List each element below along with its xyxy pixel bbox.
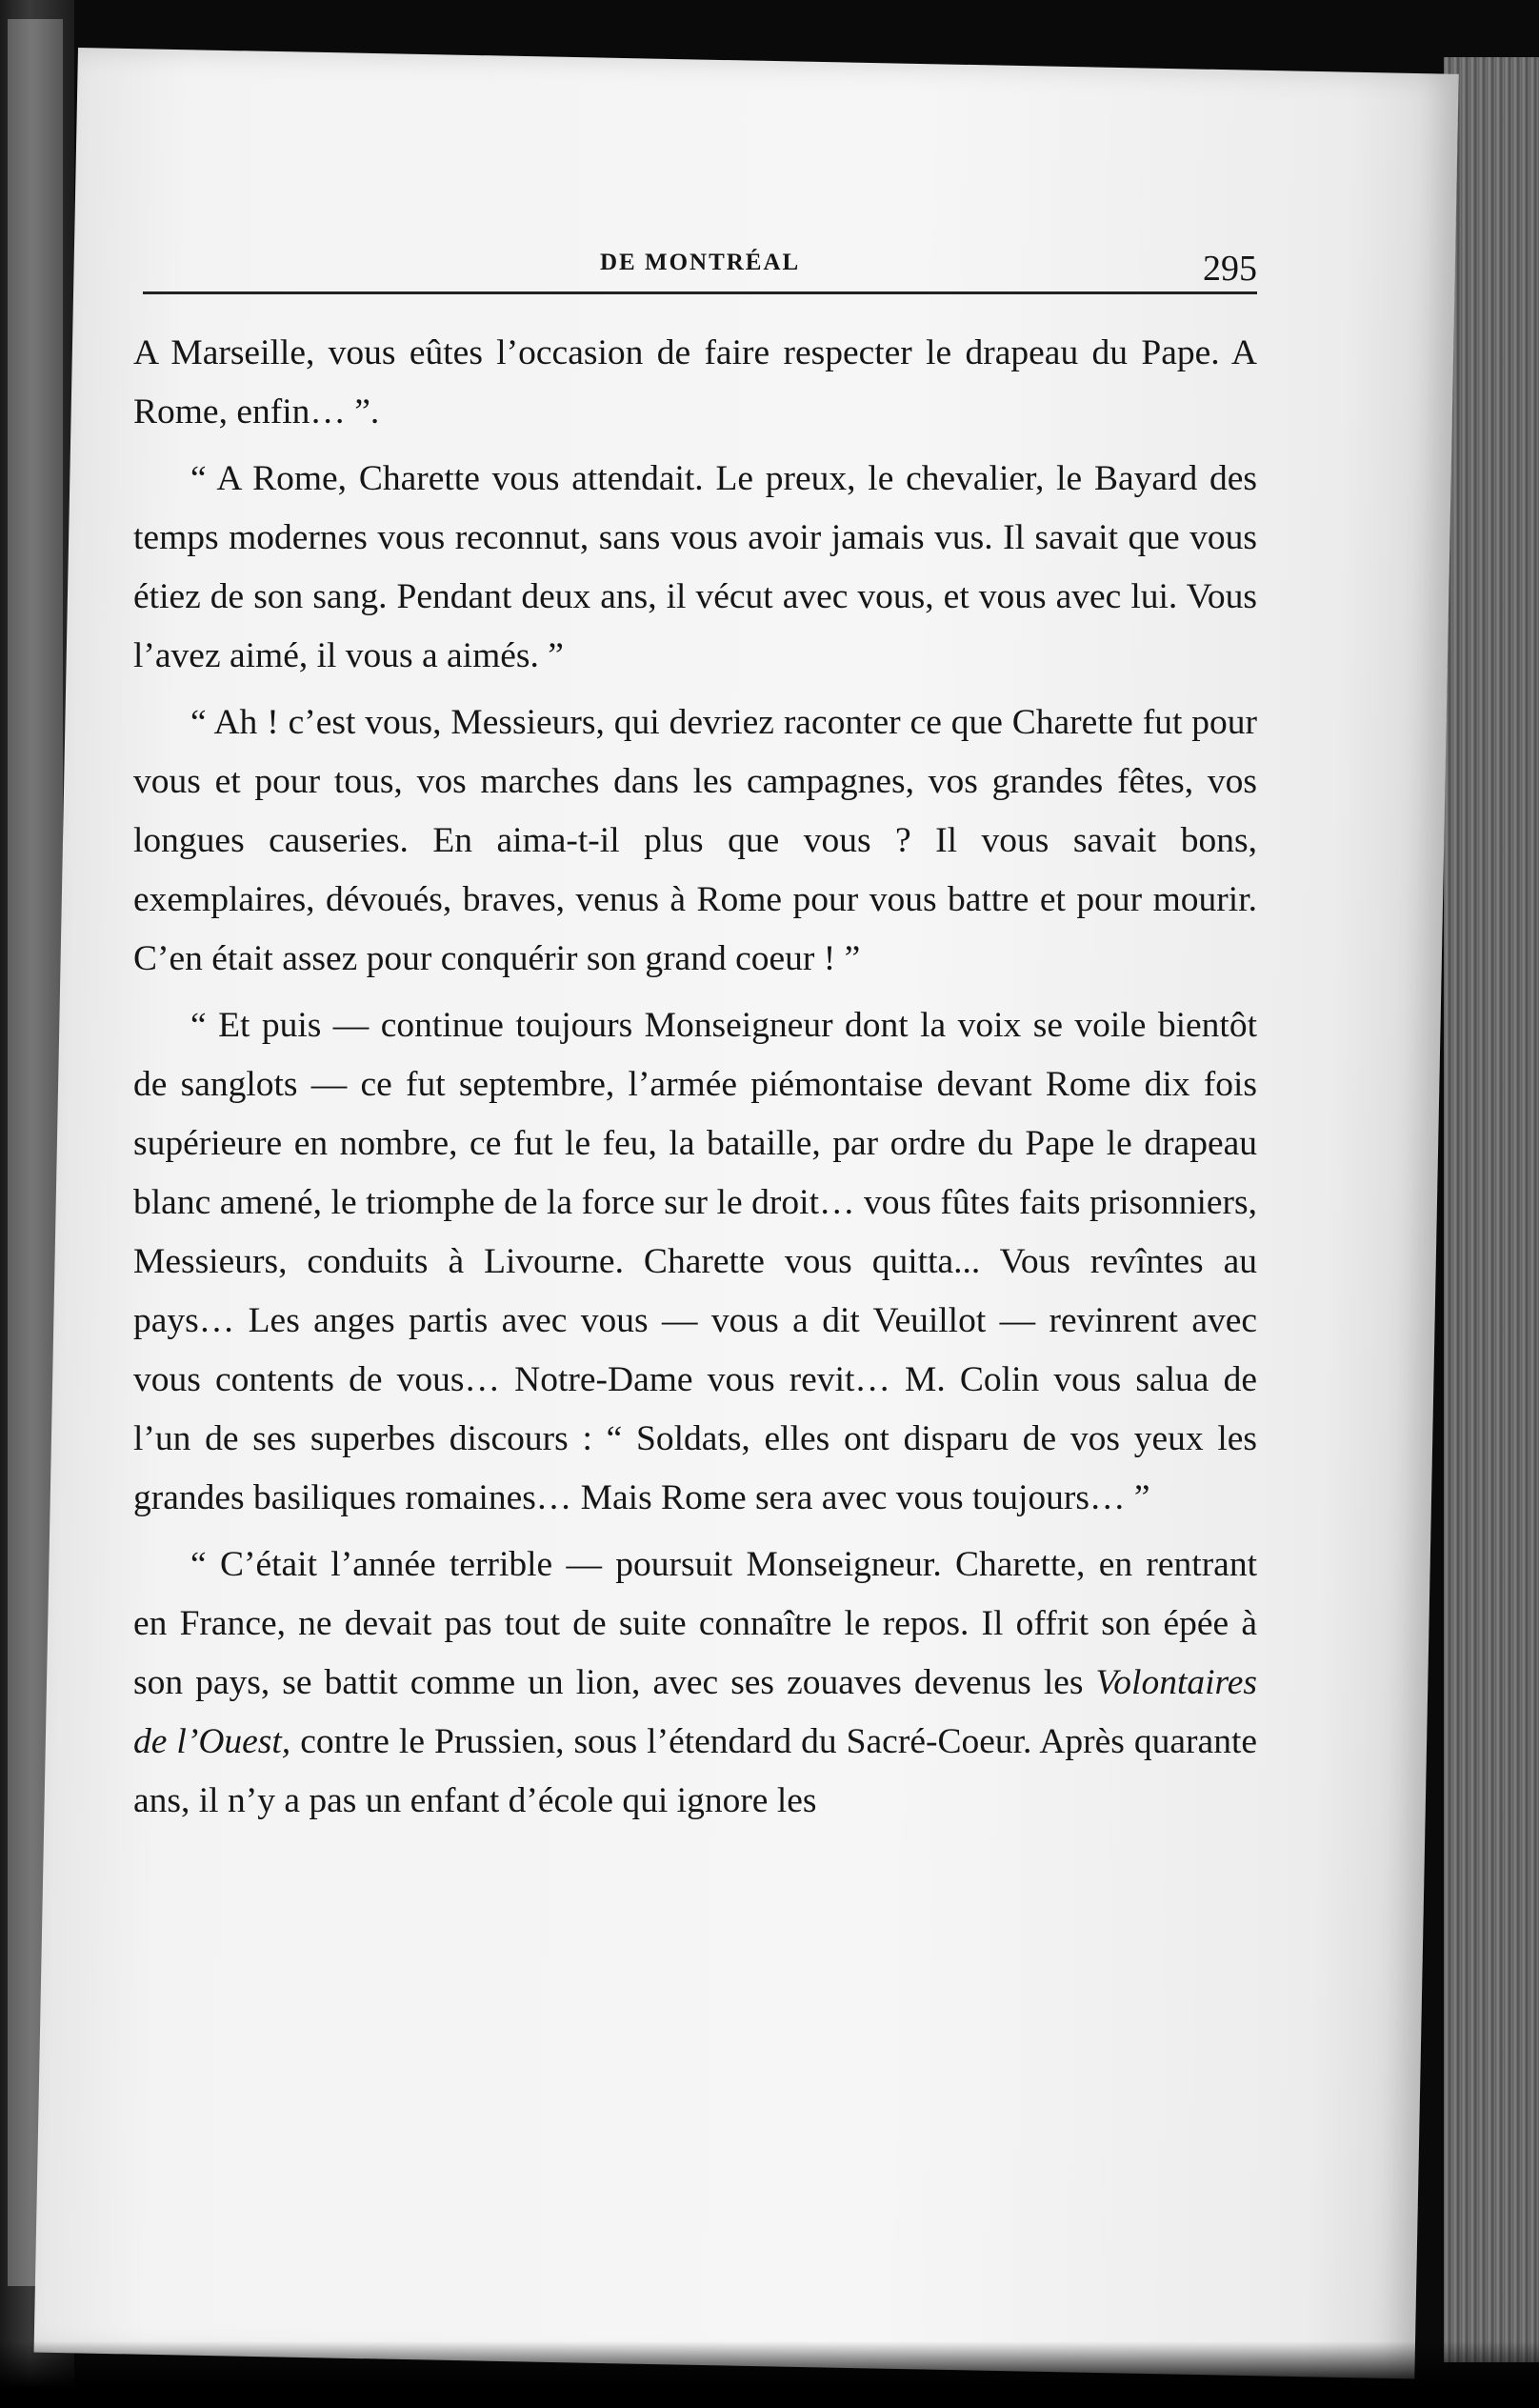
paragraph-text: contre le Prussien, sous l’étendard du Sacré-Coeur. Après quarante ans, il n’y a pas un enfant d’école qui ignore les [133, 1722, 1258, 1820]
paragraph: A Marseille, vous eûtes l’occasion de faire respecter le drapeau du Pape. A Rome, enfin… ”. [133, 333, 1257, 431]
paragraph-text: “ C’était l’année terrible — poursuit Monseigneur. Charette, en rentrant en France, ne devait pas tout de suite connaître le repos. Il offrit son épée à son pays, se battit comme un lion, avec ses zouaves devenus les [133, 1545, 1257, 1702]
paragraph [133, 1535, 1257, 1831]
header-rule [143, 291, 1257, 294]
body-text [133, 324, 1257, 1838]
paragraph: “ Ah ! c’est vous, Messieurs, qui devriez raconter ce que Charette fut pour vous et pour tous, vos marches dans les campagnes, vos grandes fêtes, vos longues causeries. En aima-t-il plus que vous ? Il vous savait bons, exemplaires, dévoués, braves, venus à Rome pour vous battre et pour mourir. C’en était assez pour conquérir son grand coeur ! ” [133, 703, 1257, 978]
bottom-shadow [0, 2341, 1539, 2408]
italic-phrase: Volontaires de l’Ouest, [133, 1663, 1257, 1761]
page-edge-stack [1444, 57, 1539, 2362]
page-number: 295 [1203, 249, 1257, 289]
paragraph: “ A Rome, Charette vous attendait. Le preux, le chevalier, le Bayard des temps modernes vous reconnut, sans vous avoir jamais vus. Il savait que vous étiez de son sang. Pendant deux ans, il vécut avec vous, et vous avec lui. Vous l’avez aimé, il vous a aimés. ” [133, 459, 1257, 675]
page-header [143, 211, 1257, 288]
paragraph: “ Et puis — continue toujours Monseigneur dont la voix se voile bientôt de sanglots — ce fut septembre, l’armée piémontaise devant Rome dix fois supérieure en nombre, ce fut le feu, la bataille, par ordre du Pape le drapeau blanc amené, le triomphe de la force sur le droit… vous fûtes faits prisonniers, Messieurs, conduits à Livourne. Charette vous quitta... Vous revîntes au pays… Les anges partis avec vous — vous a dit Veuillot — revinrent avec vous contents de vous… Notre-Dame vous revit… M. Colin vous salua de l’un de ses superbes discours : “ Soldats, elles ont disparu de vos yeux les grandes basiliques romaines… Mais Rome sera avec vous toujours… ” [133, 1006, 1257, 1517]
running-head: DE MONTRÉAL [600, 250, 801, 275]
